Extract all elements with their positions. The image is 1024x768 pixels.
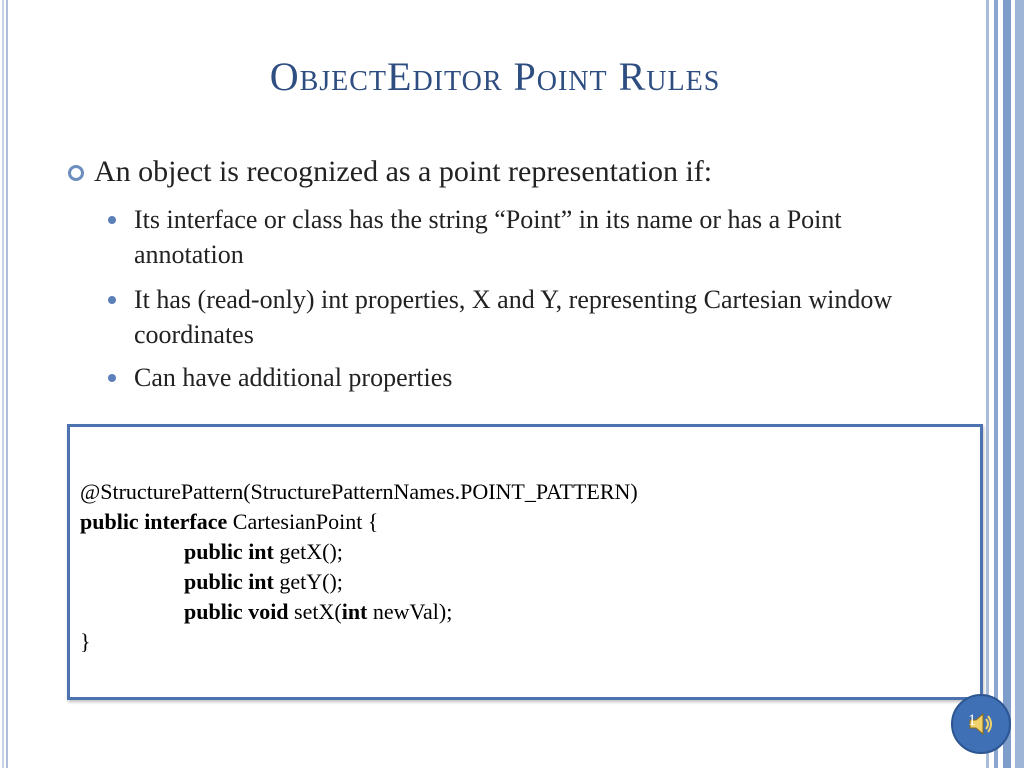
left-frame-border <box>0 0 8 768</box>
sub-bullet-text: Its interface or class has the string “Point” in its name or has a Point annotation <box>134 205 842 269</box>
main-bullet-text: An object is recognized as a point representation if: <box>94 155 713 188</box>
circle-bullet-icon <box>68 165 84 181</box>
code-line-annotation: @StructurePattern(StructurePatternNames.POINT_PATTERN) <box>80 479 638 504</box>
dot-bullet-icon <box>108 374 116 382</box>
code-block <box>80 477 638 657</box>
code-text: newVal); <box>367 599 453 624</box>
code-close-brace: } <box>80 629 91 654</box>
code-keyword: public interface <box>80 509 228 534</box>
sub-bullet-text: Can have additional properties <box>134 363 453 392</box>
code-keyword: public int <box>184 569 274 594</box>
dot-bullet-icon <box>108 216 116 224</box>
dot-bullet-icon <box>108 296 116 304</box>
code-keyword: public int <box>184 539 274 564</box>
sub-bullet-1 <box>108 202 938 272</box>
code-text: CartesianPoint { <box>227 509 379 534</box>
main-bullet <box>68 155 712 189</box>
sub-bullet-text: It has (read-only) int properties, X and Y, representing Cartesian window coordinates <box>134 285 893 349</box>
sub-bullet-3 <box>108 360 938 395</box>
audio-button[interactable] <box>951 694 1011 754</box>
code-text: getX(); <box>273 539 343 564</box>
slide-title: ObjectEditor Point Rules <box>269 54 721 99</box>
code-keyword: int <box>341 599 368 624</box>
code-text: getY(); <box>273 569 343 594</box>
sub-bullet-2 <box>108 282 938 352</box>
code-text: setX( <box>288 599 342 624</box>
code-keyword: public void <box>184 599 289 624</box>
right-frame-stripes <box>980 0 1024 768</box>
page-number: 1 <box>968 712 976 729</box>
code-box <box>67 424 983 700</box>
